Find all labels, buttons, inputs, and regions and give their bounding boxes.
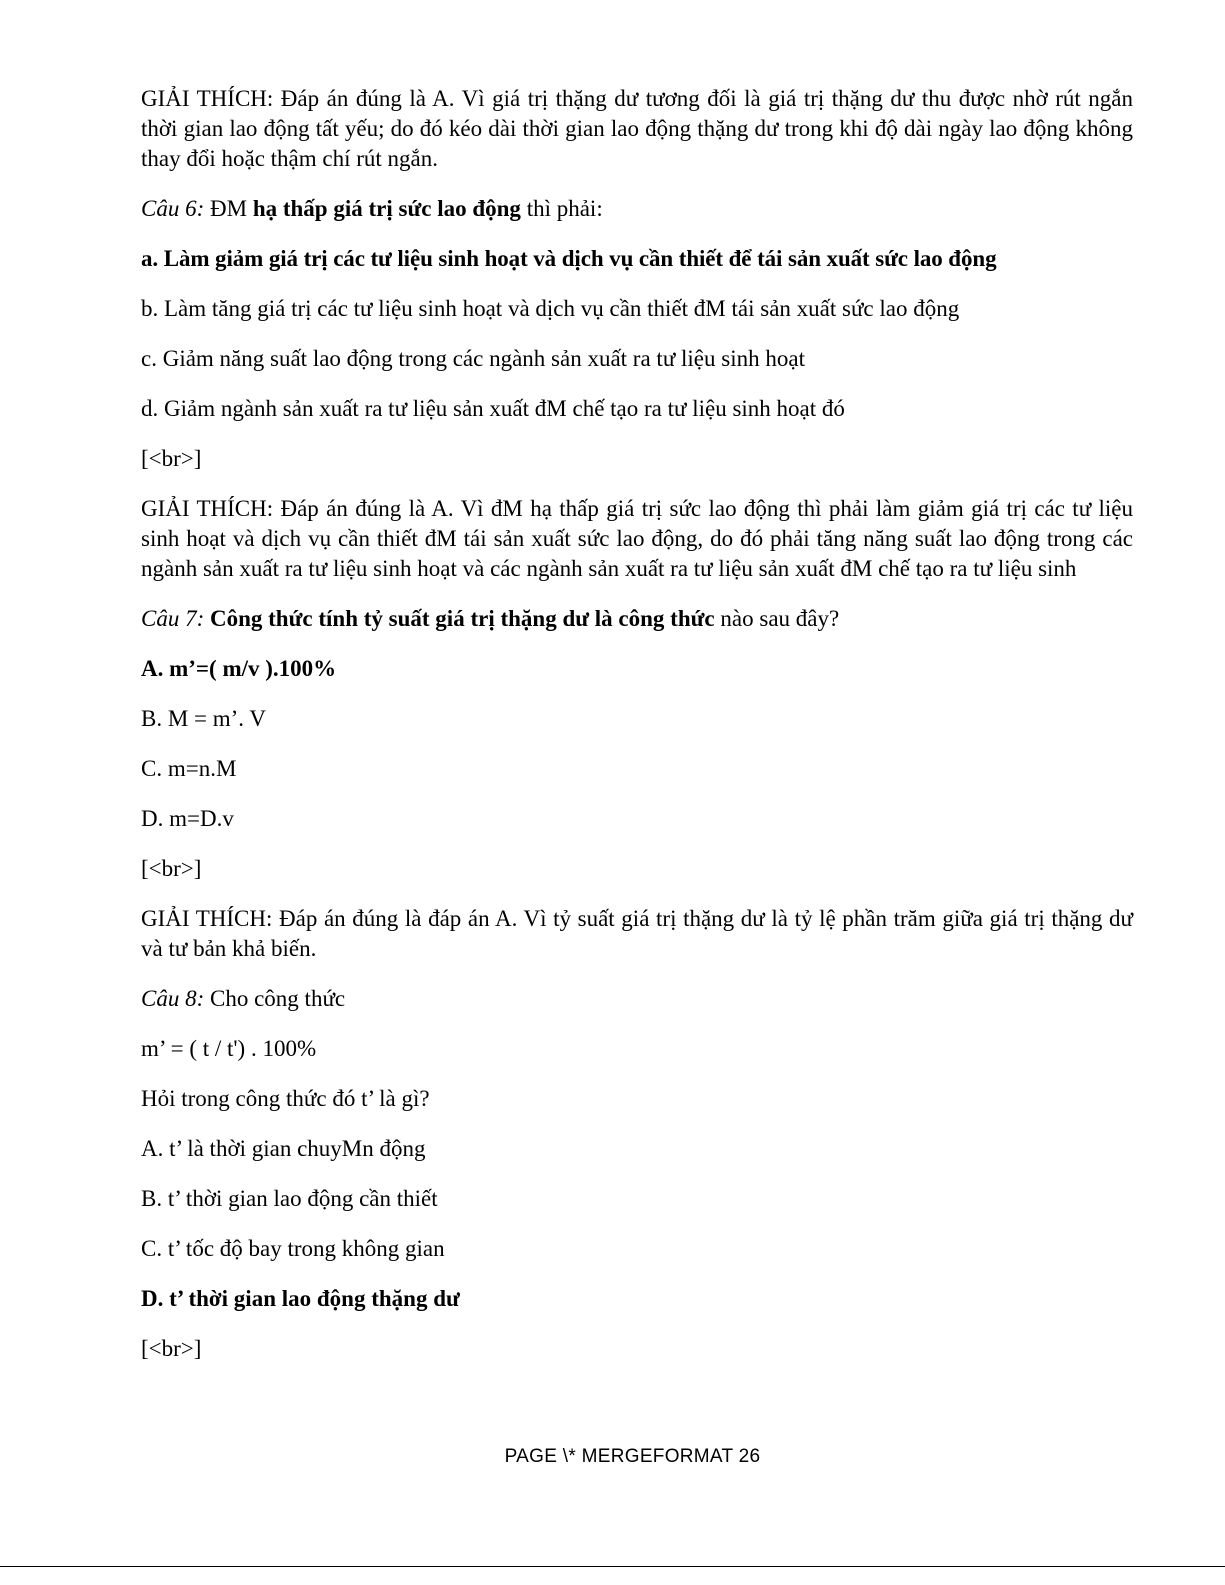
question-6-post: thì phải: [520, 196, 603, 221]
question-6-pre: ĐM [204, 196, 253, 221]
line-break-marker-2: [<br>] [141, 856, 202, 881]
question-8-option-b: B. t’ thời gian lao động cần thiết [141, 1186, 438, 1211]
question-8-formula: m’ = ( t / t') . 100% [141, 1036, 317, 1061]
question-6-emphasis: hạ thấp giá trị sức lao động [252, 196, 521, 221]
question-7-label: Câu 7: [141, 606, 205, 631]
line-break-marker-1: [<br>] [141, 446, 202, 471]
question-8-label: Câu 8: [141, 986, 205, 1011]
question-8-option-c: C. t’ tốc độ bay trong không gian [141, 1236, 445, 1261]
page-bottom-rule [0, 1566, 1225, 1567]
page-footer: PAGE \* MERGEFORMAT 26 [504, 1446, 761, 1467]
explanation-q6: GIẢI THÍCH: Đáp án đúng là A. Vì đM hạ thấp giá trị sức lao động thì phải làm giảm giá trị các tư liệu sinh hoạt và dịch vụ cần thiết đM tái sản xuất sức lao động, do đó phải tăng năng suất lao động trong các ngành sản xuất ra tư liệu sinh hoạt và các ngành sản xuất ra tư liệu sản xuất đM chế tạo ra tư liệu sinh [141, 496, 1133, 581]
question-6-option-d: d. Giảm ngành sản xuất ra tư liệu sản xuất đM chế tạo ra tư liệu sinh hoạt đó [141, 396, 845, 421]
explanation-q5: GIẢI THÍCH: Đáp án đúng là A. Vì giá trị thặng dư tương đối là giá trị thặng dư thu được nhờ rút ngắn thời gian lao động tất yếu; do đó kéo dài thời gian lao động thặng dư trong khi độ dài ngày lao động không thay đổi hoặc thậm chí rút ngắn. [141, 86, 1133, 171]
question-8-prompt: Hỏi trong công thức đó t’ là gì? [141, 1086, 430, 1111]
question-6-option-b: b. Làm tăng giá trị các tư liệu sinh hoạt và dịch vụ cần thiết đM tái sản xuất sức lao động [141, 296, 960, 321]
question-7-option-a: A. m’=( m/v ).100% [141, 656, 337, 681]
question-6-label: Câu 6: [141, 196, 205, 221]
question-7-option-c: C. m=n.M [141, 756, 237, 781]
question-7-post: nào sau đây? [714, 606, 840, 631]
explanation-q7: GIẢI THÍCH: Đáp án đúng là đáp án A. Vì tỷ suất giá trị thặng dư là tỷ lệ phần trăm giữa giá trị thặng dư và tư bản khả biến. [141, 906, 1133, 961]
question-8 [141, 984, 1133, 1014]
document-body [141, 84, 1133, 1384]
question-7-option-d: D. m=D.v [141, 806, 234, 831]
question-6 [141, 194, 1133, 224]
question-8-option-a: A. t’ là thời gian chuyMn động [141, 1136, 426, 1161]
question-8-post: Cho công thức [204, 986, 346, 1011]
line-break-marker-3: [<br>] [141, 1336, 202, 1361]
question-6-option-a: a. Làm giảm giá trị các tư liệu sinh hoạt và dịch vụ cần thiết để tái sản xuất sức lao động [141, 246, 997, 271]
question-6-option-c: c. Giảm năng suất lao động trong các ngành sản xuất ra tư liệu sinh hoạt [141, 346, 805, 371]
question-7-option-b: B. M = m’. V [141, 706, 267, 731]
question-7 [141, 604, 1133, 634]
question-7-emphasis: Công thức tính tỷ suất giá trị thặng dư là công thức [204, 606, 715, 631]
question-8-option-d: D. t’ thời gian lao động thặng dư [141, 1286, 460, 1311]
